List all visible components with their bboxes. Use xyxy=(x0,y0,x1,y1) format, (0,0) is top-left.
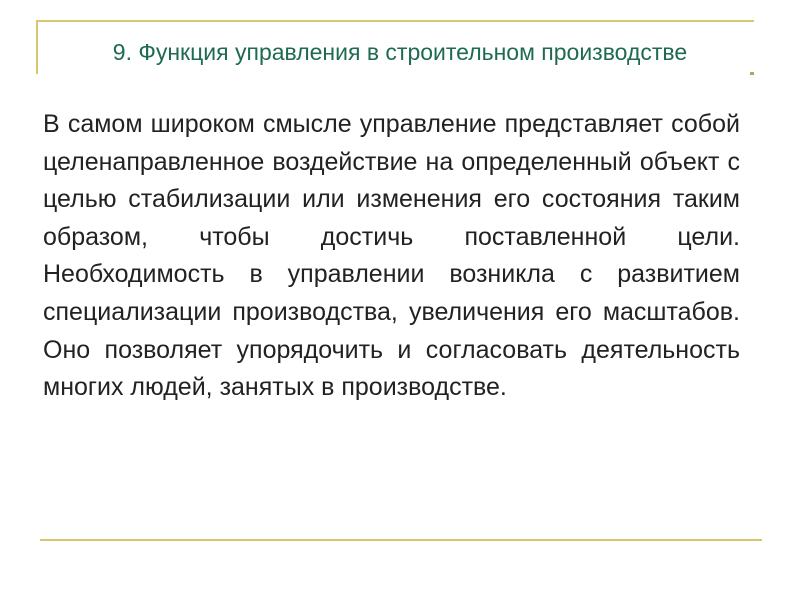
top-left-decorative-tick xyxy=(36,20,38,74)
top-right-decorative-mark xyxy=(750,72,754,75)
slide-body-text: В самом широком смысле управление представляет собой целенаправленное воздействие на определенный объект с целью стабилизации или изменения его состояния таким образом, чтобы достичь поставленной цели. Необходимость в управлении возникла с развитием специализации производства, увеличения его масштабов. Оно позволяет упорядочить и согласовать деятельность многих людей, занятых в производстве. xyxy=(43,110,740,402)
slide-title: 9. Функция управления в строительном производстве xyxy=(112,39,688,65)
bottom-decorative-line xyxy=(40,539,762,541)
top-decorative-line xyxy=(36,20,754,22)
